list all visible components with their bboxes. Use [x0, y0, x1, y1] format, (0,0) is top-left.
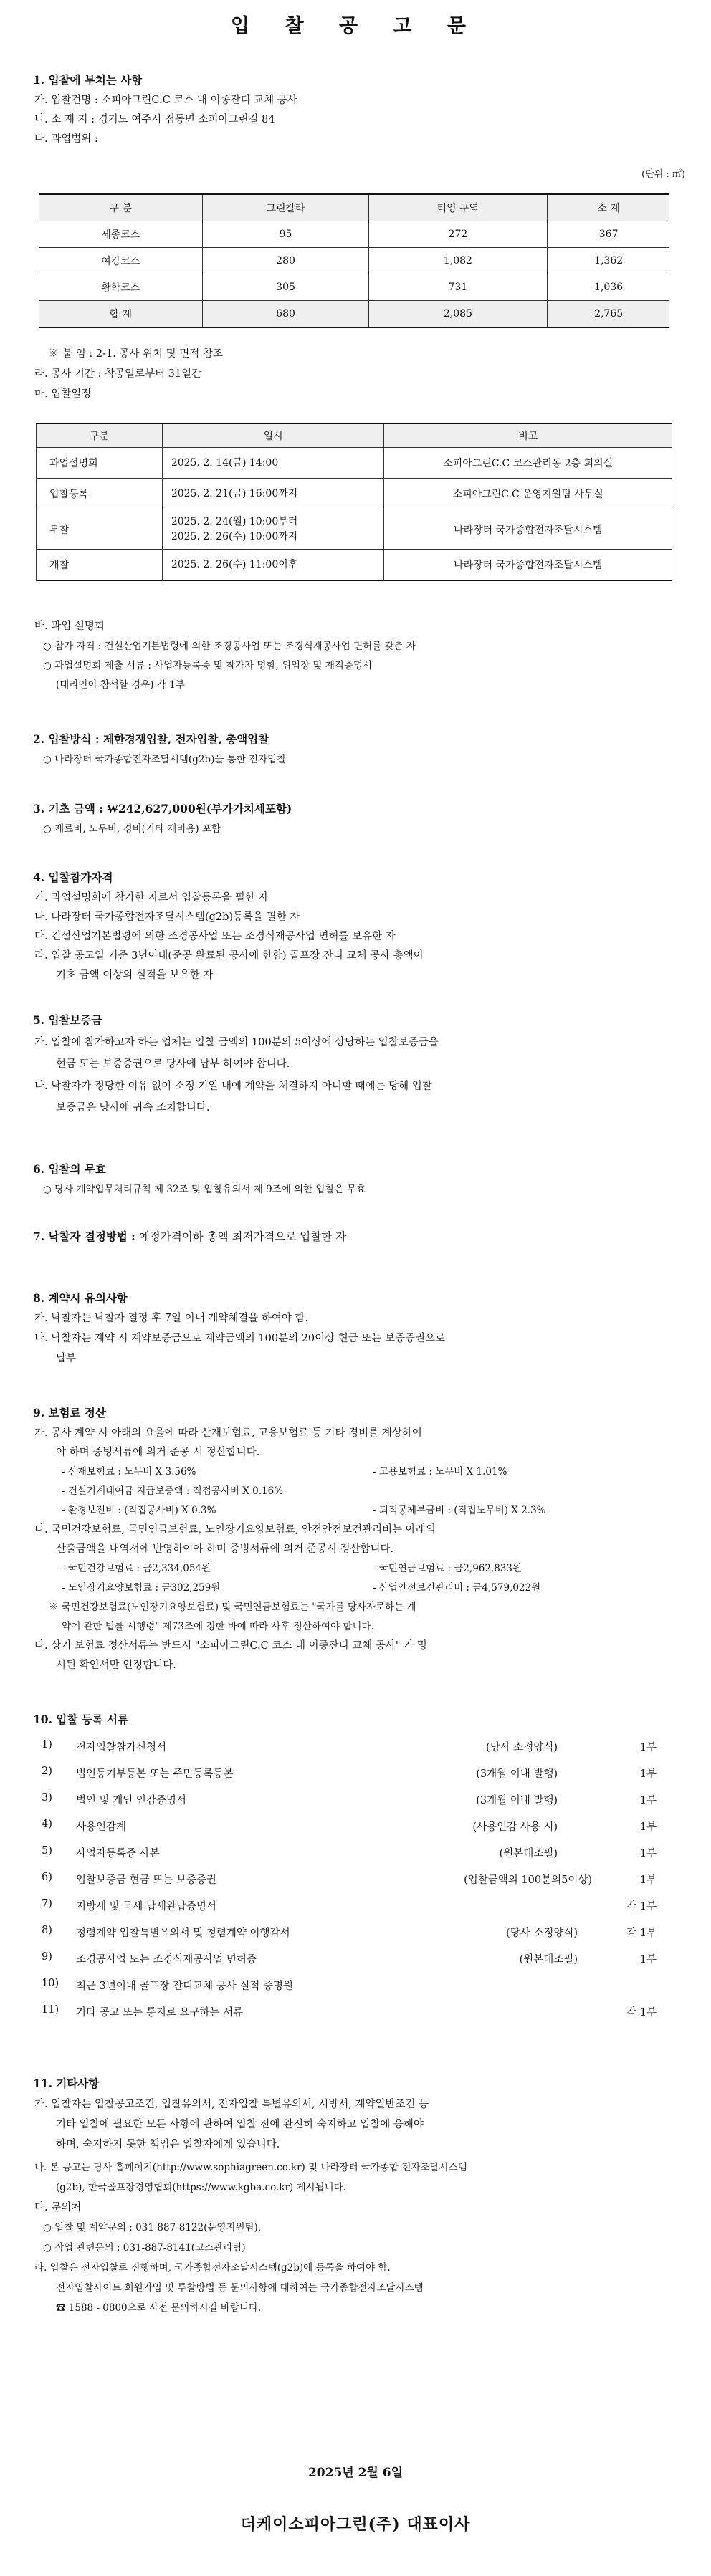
table-cell: [162, 509, 384, 550]
table-cell: 과업설명회: [37, 448, 163, 479]
s9-star-note: ※ 국민건강보험료(노인장기요양보험료) 및 국민연금보험료는 "국가를 당사자로하는 계: [49, 1601, 416, 1613]
list-item-qty: 1부: [639, 1821, 657, 1833]
s9-item-na-cont: 산출금액을 내역서에 반영하여야 하며 증빙서류에 의거 준공시 정산합니다.: [56, 1543, 394, 1555]
section-2-heading: 2. 입찰방식 : 제한경쟁입찰, 전자입찰, 총액입찰: [33, 732, 269, 746]
table-cell: 1,362: [548, 248, 669, 274]
table-row: [37, 448, 672, 479]
s5-item-ga: 가. 입찰에 참가하고자 하는 업체는 입찰 금액의 100분의 5이상에 상당하는 입찰보증금을: [34, 1037, 439, 1048]
section-7-heading-text: 예정가격이하 총액 최저가격으로 입찰한 자: [135, 1230, 347, 1243]
list-item-qty: 1부: [639, 1848, 657, 1859]
list-item-number: 11): [42, 2004, 59, 2016]
table-cell: 367: [548, 221, 669, 248]
s9-rate-industrial: - 산재보험료 : 노무비 X 3.56%: [62, 1466, 196, 1478]
s8-item-na: 나. 낙찰자는 계약 시 계약보증금으로 계약금액의 100분의 20이상 현금 또는 보증증권으로: [34, 1333, 446, 1344]
list-item-number: 2): [42, 1766, 52, 1777]
table-cell: 2025. 2. 26(수) 11:00이후: [162, 550, 384, 581]
scope-table: [39, 193, 669, 328]
s11-item-ga-cont-1: 기타 입찰에 필요한 모든 사항에 관하여 입찰 전에 완전히 숙지하고 입찰에 응해야: [56, 2119, 424, 2130]
s9-amount-safety: - 산업안전보건관리비 : 금4,579,022원: [373, 1582, 541, 1594]
s8-item-na-cont: 납부: [56, 1353, 77, 1364]
s11-contact-work: ○ 작업 관련문의 : 031-887-8141(코스관리팀): [43, 2242, 246, 2254]
s11-item-ra-cont-2: ☎ 1588 - 0800으로 사전 문의하시길 바랍니다.: [56, 2302, 262, 2314]
table-header: 그린칼라: [203, 194, 368, 221]
table-cell: 95: [203, 221, 368, 248]
table-cell: 소피아그린C.C 운영지원팀 사무실: [384, 479, 672, 509]
list-item-name: 청렴계약 입찰특별유의서 및 청렴계약 이행각서: [76, 1928, 290, 1939]
table-row: [39, 221, 669, 248]
table-cell: 여강코스: [39, 248, 203, 274]
table-cell: 투찰: [37, 509, 163, 550]
s11-item-na-cont: (g2b), 한국골프장경영협회(https://www.kgba.co.kr) 게시됩니다.: [56, 2182, 346, 2193]
section-6-heading: 6. 입찰의 무효: [33, 1162, 106, 1176]
list-item-name: 사업자등록증 사본: [76, 1848, 160, 1859]
s1-briefing-qualification: ○ 참가 자격 : 건설산업기본법령에 의한 조경공사업 또는 조경식재공사업 면허를 갖춘 자: [43, 641, 416, 652]
table-cell: 272: [368, 221, 548, 248]
table-row: [39, 248, 669, 274]
section-1-heading: 1. 입찰에 부치는 사항: [33, 73, 143, 87]
s9-item-ga-cont: 야 하며 증빙서류에 의거 준공 시 정산합니다.: [56, 1447, 260, 1458]
s9-rate-machinery: - 건설기계대여금 지급보증액 : 직접공사비 X 0.16%: [62, 1485, 284, 1497]
list-item-note: (원본대조필): [519, 1954, 578, 1965]
table-cell: 개찰: [37, 550, 163, 581]
company-signature: 더케이소피아그린(주) 대표이사: [240, 2515, 471, 2534]
table-cell: 입찰등록: [37, 479, 163, 509]
table-cell: 280: [203, 248, 368, 274]
table-cell: 나라장터 국가종합전자조달시스템: [384, 550, 672, 581]
section-11-heading: 11. 기타사항: [33, 2077, 100, 2090]
list-item-number: 8): [42, 1925, 52, 1936]
list-item-note: (당사 소정양식): [486, 1742, 558, 1753]
date-line: 2025. 2. 26(수) 10:00까지: [171, 530, 298, 542]
list-item-number: 5): [42, 1845, 52, 1857]
list-item-note: (3개월 이내 발행): [476, 1768, 558, 1780]
table-cell: 680: [203, 301, 368, 328]
s9-item-ga: 가. 공사 계약 시 아래의 요율에 따라 산재보험료, 고용보험료 등 기타 경비를 계상하여: [34, 1427, 422, 1439]
table-cell: 나라장터 국가종합전자조달시스템: [384, 509, 672, 550]
s9-star-note-cont: 약에 관한 법률 시행령" 제73조에 정한 바에 따라 사후 정산하여야 합니다.: [62, 1621, 374, 1632]
table-row: [37, 550, 672, 581]
list-item-name: 최근 3년이내 골프장 잔디교체 공사 실적 증명원: [76, 1981, 294, 1992]
s9-item-na: 나. 국민건강보험료, 국민연금보험료, 노인장기요양보험료, 안전안전보건관리비는 아래의: [34, 1524, 436, 1536]
s1-schedule-label: 마. 입찰일정: [34, 388, 92, 400]
unit-label: (단위 : ㎡): [641, 169, 685, 180]
list-item-note: (입찰금액의 100분의5이상): [464, 1874, 592, 1886]
s11-item-da: 다. 문의처: [34, 2202, 82, 2213]
section-10-heading: 10. 입찰 등록 서류: [33, 1713, 128, 1726]
table-header-row: [37, 423, 672, 448]
notice-date: 2025년 2월 6일: [307, 2466, 404, 2480]
table-cell: 731: [368, 274, 548, 301]
s11-item-na: 나. 본 공고는 당사 홈페이지(http://www.sophiagreen.co.kr) 및 나라장터 국가종합 전자조달시스템: [34, 2162, 467, 2173]
list-item-qty: 1부: [639, 1742, 657, 1753]
s1-project-name: 가. 입찰건명 : 소피아그린C.C 코스 내 이종잔디 교체 공사: [34, 95, 297, 106]
s5-item-ga-cont: 현금 또는 보증증권으로 당사에 납부 하여야 합니다.: [56, 1058, 290, 1070]
s9-amount-health: - 국민건강보험료 : 금2,334,054원: [62, 1563, 211, 1574]
list-item-qty: 각 1부: [626, 1901, 657, 1912]
s1-attachment-note: ※ 붙 임 : 2-1. 공사 위치 및 면적 참조: [49, 348, 223, 360]
list-item-name: 조경공사업 또는 조경식재공사업 면허증: [76, 1954, 257, 1965]
s9-item-da-cont: 시된 확인서만 인정합니다.: [56, 1660, 176, 1671]
s4-item-ra-cont: 기초 금액 이상의 실적을 보유한 자: [56, 969, 214, 981]
table-cell: 2025. 2. 21(금) 16:00까지: [162, 479, 384, 509]
section-7-heading: [33, 1228, 346, 1244]
list-item-qty: 1부: [639, 1874, 657, 1886]
table-cell: 305: [203, 274, 368, 301]
s11-item-ga: 가. 입찰자는 입찰공고조건, 입찰유의서, 전자입찰 특별유의서, 시방서, 계약일반조건 등: [34, 2099, 429, 2110]
s2-line-1: ○ 나라장터 국가종합전자조달시템(g2b)을 통한 전자입찰: [43, 754, 287, 765]
s11-item-ra-cont-1: 전자입찰사이트 회원가입 및 투찰방법 등 문의사항에 대하여는 국가종합전자조달시스템: [56, 2282, 424, 2294]
s1-location: 나. 소 재 지 : 경기도 여주시 점동면 소피아그린길 84: [34, 114, 275, 125]
s1-briefing-documents: ○ 과업설명회 제출 서류 : 사업자등록증 및 참가자 명함, 위임장 및 재직증명서: [43, 660, 373, 671]
list-item-note: (원본대조필): [499, 1848, 558, 1859]
schedule-table: [36, 423, 672, 581]
list-item-number: 1): [42, 1739, 52, 1751]
list-item-qty: 각 1부: [626, 1928, 657, 1939]
list-item-name: 기타 공고 또는 통지로 요구하는 서류: [76, 2007, 244, 2019]
s1-briefing-documents-cont: (대리인이 참석할 경우) 각 1부: [56, 679, 185, 691]
section-4-heading: 4. 입찰참가자격: [33, 871, 113, 884]
table-cell: 황학코스: [39, 274, 203, 301]
table-header-row: [39, 194, 669, 221]
table-cell: 1,082: [368, 248, 548, 274]
s9-amount-care: - 노인장기요양보험료 : 금302,259원: [62, 1582, 221, 1594]
table-cell: 2,085: [368, 301, 548, 328]
list-item-number: 10): [42, 1978, 59, 1989]
section-5-heading: 5. 입찰보증금: [33, 1013, 102, 1027]
s4-item-da: 다. 건설산업기본법령에 의한 조경공사업 또는 조경식재공사업 면허를 보유한 자: [34, 931, 396, 942]
table-cell: 소피아그린C.C 코스관리동 2층 회의실: [384, 448, 672, 479]
s1-scope: 다. 과업범위 :: [34, 133, 98, 145]
s3-line-1: ○ 재료비, 노무비, 경비(기타 제비용) 포함: [43, 823, 221, 835]
table-cell: 2025. 2. 14(금) 14:00: [162, 448, 384, 479]
table-header: 구 분: [39, 194, 203, 221]
list-item-number: 6): [42, 1872, 52, 1883]
s9-rate-environment: - 환경보전비 : (직접공사비) X 0.3%: [62, 1505, 216, 1516]
list-item-name: 법인 및 개인 인감증명서: [76, 1795, 186, 1806]
s9-amount-pension: - 국민연금보험료 : 금2,962,833원: [373, 1563, 522, 1574]
section-9-heading: 9. 보험료 정산: [33, 1406, 106, 1419]
list-item-note: (3개월 이내 발행): [476, 1795, 558, 1806]
table-row: [37, 479, 672, 509]
s6-line-1: ○ 당사 계약업무처리규칙 제 32조 및 입찰유의서 제 9조에 의한 입찰은 무효: [43, 1184, 366, 1195]
list-item-name: 사용인감계: [76, 1821, 127, 1833]
section-7-heading-label: 7. 낙찰자 결정방법 :: [33, 1230, 135, 1243]
list-item-note: (당사 소정양식): [506, 1928, 578, 1939]
section-8-heading: 8. 계약시 유의사항: [33, 1291, 128, 1305]
s9-rate-retirement: - 퇴직공제부금비 : (직접노무비) X 2.3%: [373, 1505, 546, 1516]
section-3-heading: 3. 기초 금액 : ₩242,627,000원(부가가치세포함): [33, 802, 292, 815]
list-item-name: 입찰보증금 현금 또는 보증증권: [76, 1874, 216, 1886]
table-cell: 세종코스: [39, 221, 203, 248]
s5-item-na: 나. 낙찰자가 정당한 이유 없이 소정 기일 내에 계약을 체결하지 아니할 때에는 당해 입찰: [34, 1081, 432, 1092]
table-header: 비고: [384, 423, 672, 448]
s11-contact-contract: ○ 입찰 및 계약문의 : 031-887-8122(운영지원팀),: [43, 2222, 262, 2233]
s1-period: 라. 공사 기간 : 착공일로부터 31일간: [34, 368, 202, 380]
table-row: [37, 509, 672, 550]
s11-item-ga-cont-2: 하며, 숙지하지 못한 책임은 입찰자에게 있습니다.: [56, 2139, 280, 2150]
s8-item-ga: 가. 낙찰자는 낙찰자 결정 후 7일 이내 계약체결을 하여야 함.: [34, 1313, 309, 1324]
table-total-row: [39, 301, 669, 328]
list-item-qty: 1부: [639, 1954, 657, 1965]
s1-briefing-label: 바. 과업 설명회: [34, 621, 105, 632]
table-cell: 2,765: [548, 301, 669, 328]
list-item-name: 전자입찰참가신청서: [76, 1742, 167, 1753]
s9-item-da: 다. 상기 보험료 정산서류는 반드시 "소피아그린C.C 코스 내 이종잔디 교체 공사" 가 명: [34, 1640, 427, 1652]
table-header: 구분: [37, 423, 163, 448]
list-item-qty: 1부: [639, 1795, 657, 1806]
s4-item-ga: 가. 과업설명회에 참가한 자로서 입찰등록을 필한 자: [34, 892, 269, 904]
s4-item-na: 나. 나라장터 국가종합전자조달시스템(g2b)등록을 필한 자: [34, 911, 300, 923]
table-header: 일시: [162, 423, 384, 448]
page-title: 입 찰 공 고 문: [230, 15, 480, 37]
list-item-qty: 1부: [639, 1768, 657, 1780]
list-item-name: 지방세 및 국세 납세완납증명서: [76, 1901, 216, 1912]
date-line: 2025. 2. 24(월) 10:00부터: [171, 515, 298, 527]
table-cell: 1,036: [548, 274, 669, 301]
table-row: [39, 274, 669, 301]
table-cell: 합 계: [39, 301, 203, 328]
list-item-qty: 각 1부: [626, 2007, 657, 2019]
list-item-note: (사용인감 사용 시): [472, 1821, 558, 1833]
s5-item-na-cont: 보증금은 당사에 귀속 조치합니다.: [56, 1102, 210, 1114]
list-item-number: 7): [42, 1898, 52, 1910]
list-item-number: 3): [42, 1792, 52, 1804]
list-item-number: 9): [42, 1951, 52, 1963]
table-header: 소 계: [548, 194, 669, 221]
s9-rate-employment: - 고용보험료 : 노무비 X 1.01%: [373, 1466, 507, 1478]
s11-item-ra: 라. 입찰은 전자입찰로 진행하며, 국가종합전자조달시스템(g2b)에 등록을 하여야 함.: [34, 2262, 391, 2274]
list-item-number: 4): [42, 1819, 52, 1830]
table-header: 티잉 구역: [368, 194, 548, 221]
s4-item-ra: 라. 입찰 공고일 기준 3년이내(준공 완료된 공사에 한함) 골프장 잔디 교체 공사 총액이: [34, 950, 424, 962]
list-item-name: 법인등기부등본 또는 주민등록등본: [76, 1768, 234, 1780]
